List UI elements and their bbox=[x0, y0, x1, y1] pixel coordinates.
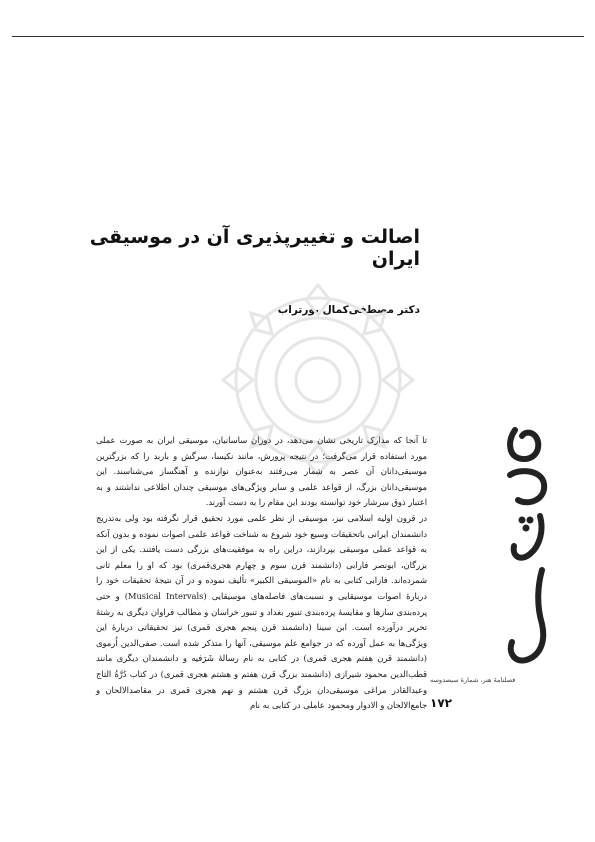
music-calligraphy-logo bbox=[500, 420, 555, 670]
page-number: ۱۷۲ bbox=[430, 696, 452, 710]
author-name: دکتر مصطفی‌کمال پورتراب bbox=[277, 304, 420, 316]
article-body bbox=[96, 433, 427, 714]
issue-caption: فصلنامهٔ هنر، شمارهٔ سیصدوسه bbox=[430, 676, 516, 684]
body-paragraph: تا آنجا که مدارک تاریخی نشان می‌دهد، در دوران ساسانیان، موسیقی ایران به صورت عملی مورد استفاده قرار می‌گرفت؛ در نتیجه پرورش، مانند نکیسا، سرگش و باربد را که بزرگترین موسیقی‌دانان آن عصر به شمار می‌رفتند به‌عنوان نوازنده و آهنگساز می‌شناسند. این موسیقی‌دانان بزرگ، از قواعد علمی و سایر ویژگی‌های موسیقی چندان اطلاعی نداشتند و به اعتبار ذوق سرشار خود توانسته بودند ابن مقام را به دست آورند. bbox=[96, 435, 427, 508]
header-rule bbox=[12, 36, 584, 37]
article-title: اصالت و تغییرپذیری آن در موسیقی ایران bbox=[89, 226, 420, 270]
body-paragraph: در قرون اولیه اسلامی نیز، موسیقی از نظر علمی مورد تحقیق قرار نگرفته بود ولی به‌تدریج دانشمندان ایرانی باتحقیقات وسیع خود شروع به شناخت قواعد علمی اصوات نموده و بدون آنکه به قواعد عملی موسیقی بپردازند، دراین راه به موفقیت‌های بزرگی دست یافتند. یکی از این بزرگان، ابونصر فارابی (دانشمند قرن سوم و چهارم هجری‌قمری) بود که او را معلم ثانی شمرده‌اند. فارابی کتابی به نام «الموسیقی الکبیر» تألیف نموده و در آن نتیجهٔ تحقیقات خود را دربارهٔ اصوات موسیقایی و نسبت‌های فاصله‌های موسیقایی (Musical Intervals) و حتی پرده‌بندی سازها و مقایسهٔ پرده‌بندی تنبور بغداد و تنبور خراسان و مطالب فراوان دیگری به رشتهٔ تحریر درآورده است. ابن سینا (دانشمند قرن پنجم هجری قمری) نیز تحقیقاتی دربارهٔ این ویژگی‌ها به عمل آورده که در جوامع علم موسیقی، آنها را متذکر شده است. صفی‌الدین اُرموی (دانشمند قرن هفتم هجری قمری) در کتابی به نام رسالهٔ شَرَفیه و دانشمندان دیگری مانند قطب‌الدین محمود شیرازی (دانشمند بزرگ قرن هفتم و هشتم هجری قمری) در کتاب دُرَّةُ التاج وعبدالقادر مراغی موسیقی‌دان بزرگ قرن هشتم و نهم هجری قمری در مقاصدالالحان و جامع‌الالحان و الادوار ومحمود عاملی در کتابی به نام bbox=[96, 512, 427, 711]
